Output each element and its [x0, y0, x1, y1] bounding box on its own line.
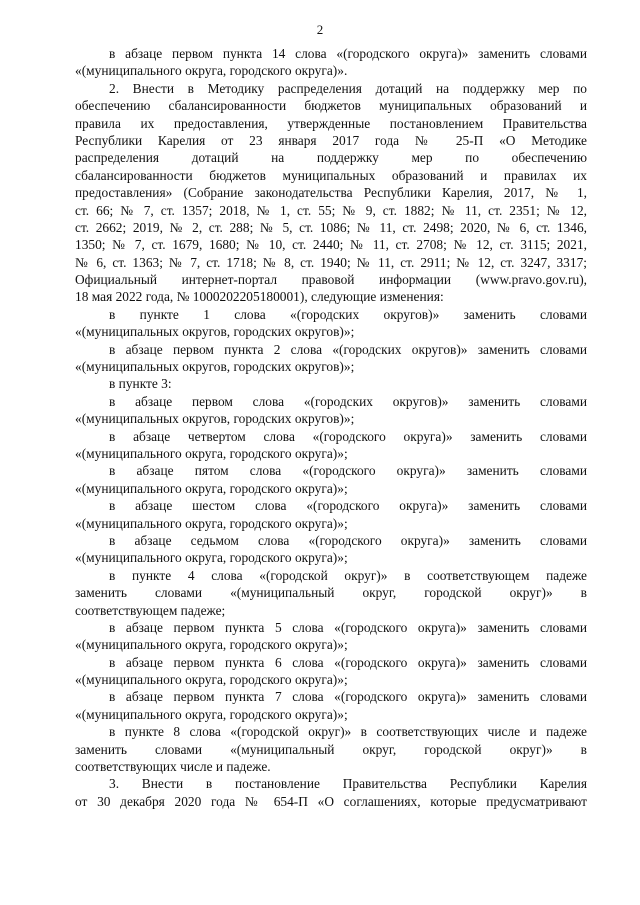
- text-line: «(муниципального округа, городского округа)»;: [75, 480, 348, 496]
- text-line: «(муниципального округа, городского округа)»;: [75, 672, 348, 688]
- text-line: заменить словами «(муниципальный округ, городской округ)» в: [75, 741, 587, 757]
- text-line: в пункте 3:: [109, 376, 172, 392]
- text-line: «(муниципального округа, городского округа)»;: [75, 445, 348, 461]
- text-line: ст. 2662; 2019, № 2, ст. 288; № 5, ст. 1086; № 11, ст. 2498; 2020, № 6, ст. 1346,: [75, 219, 587, 235]
- text-line: Республики Карелия от 23 января 2017 года № 25-П «О Методике: [75, 132, 587, 148]
- text-line: в пункте 1 слова «(городских округов)» заменить словами: [109, 306, 587, 322]
- text-line: обеспечению сбалансированности бюджетов муниципальных образований и: [75, 98, 587, 114]
- text-line: в абзаце шестом слова «(городского округа)» заменить словами: [109, 498, 587, 514]
- text-line: в абзаце первом пункта 2 слова «(городских округов)» заменить словами: [109, 341, 587, 357]
- text-line: «(муниципальных округов, городских округов)»;: [75, 359, 355, 375]
- text-line: правила их предоставления, утвержденные постановлением Правительства: [75, 115, 587, 131]
- text-line: предоставления» (Собрание законодательства Республики Карелия, 2017, № 1,: [75, 185, 587, 201]
- text-line: 2. Внести в Методику распределения дотаций на поддержку мер по: [109, 80, 587, 96]
- page-number: 2: [316, 22, 324, 37]
- text-line: заменить словами «(муниципальный округ, городской округ)» в: [75, 585, 587, 601]
- text-line: в абзаце первом пункта 7 слова «(городского округа)» заменить словами: [109, 689, 587, 705]
- text-line: в пункте 8 слова «(городской округ)» в соответствующих числе и падеже: [109, 724, 587, 740]
- text-line: 3. Внести в постановление Правительства Республики Карелия: [109, 776, 587, 792]
- text-line: от 30 декабря 2020 года № 654-П «О соглашениях, которые предусматривают: [75, 793, 587, 809]
- text-line: в абзаце пятом слова «(городского округа)» заменить словами: [109, 463, 587, 479]
- text-line: сбалансированности бюджетов муниципальных образований и правилах их: [75, 167, 587, 183]
- text-line: в абзаце первом пункта 14 слова «(городского округа)» заменить словами: [109, 46, 587, 61]
- text-line: 1350; № 7, ст. 1679, 1680; № 10, ст. 2440; № 11, ст. 2708; № 12, ст. 3115; 2021,: [75, 237, 587, 253]
- text-line: «(муниципальных округов, городских округов)»;: [75, 324, 355, 340]
- text-line: «(муниципального округа, городского округа)»;: [75, 550, 348, 566]
- text-line: Официальный интернет-портал правовой информации (www.pravo.gov.ru),: [75, 272, 587, 288]
- text-line: в абзаце первом пункта 6 слова «(городского округа)» заменить словами: [109, 654, 587, 670]
- text-line: соответствующих числе и падеже.: [75, 759, 271, 775]
- text-line: «(муниципального округа, городского округа)»;: [75, 515, 348, 531]
- text-line: в абзаце первом слова «(городских округов)» заменить словами: [109, 393, 587, 409]
- text-line: соответствующем падеже;: [75, 602, 226, 618]
- text-line: «(муниципального округа, городского округа)»;: [75, 637, 348, 653]
- text-line: № 6, ст. 1363; № 7, ст. 1718; № 8, ст. 1940; № 11, ст. 2911; № 12, ст. 3247, 3317;: [75, 254, 587, 270]
- document-body: [75, 45, 587, 810]
- text-line: в абзаце седьмом слова «(городского округа)» заменить словами: [109, 532, 587, 548]
- text-line: в абзаце первом пункта 5 слова «(городского округа)» заменить словами: [109, 619, 587, 635]
- text-line: 18 мая 2022 года, № 1000202205180001), следующие изменения:: [75, 289, 444, 305]
- text-line: ст. 66; № 7, ст. 1357; 2018, № 1, ст. 55; № 9, ст. 1882; № 11, ст. 2351; № 12,: [75, 202, 587, 218]
- text-line: «(муниципальных округов, городских округов)»;: [75, 411, 355, 427]
- text-line: в абзаце четвертом слова «(городского округа)» заменить словами: [109, 428, 587, 444]
- text-line: «(муниципального округа, городского округа)».: [75, 63, 348, 79]
- text-line: в пункте 4 слова «(городской округ)» в соответствующем падеже: [109, 567, 587, 583]
- text-line: распределения дотаций на поддержку мер по обеспечению: [75, 150, 587, 166]
- text-line: «(муниципального округа, городского округа)»;: [75, 706, 348, 722]
